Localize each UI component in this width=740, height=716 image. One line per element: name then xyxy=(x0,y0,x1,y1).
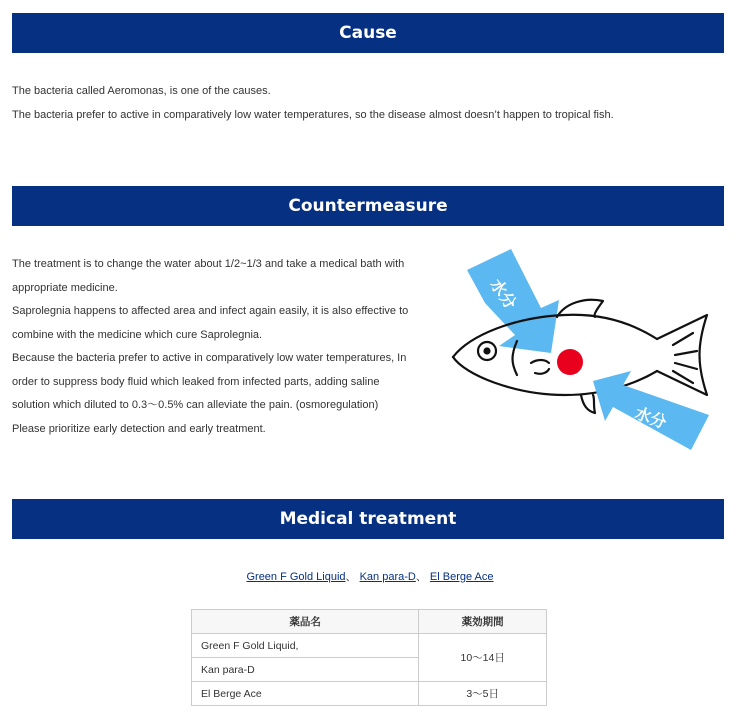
link-separator: 、 xyxy=(415,571,427,583)
medicine-name-cell: Green F Gold Liquid, xyxy=(192,634,419,658)
header-effect-period: 薬効期間 xyxy=(419,610,547,634)
link-el-berge-ace[interactable]: El Berge Ace xyxy=(429,571,494,583)
cause-heading xyxy=(12,13,724,53)
countermeasure-title: Countermeasure xyxy=(288,196,448,216)
countermeasure-text xyxy=(12,253,417,441)
water-arrow-upper xyxy=(467,249,559,353)
medicine-links xyxy=(0,568,740,584)
header-medicine-name: 薬品名 xyxy=(192,610,419,634)
arrow-label-upper: 水分 xyxy=(486,275,521,313)
cause-title: Cause xyxy=(339,23,397,43)
countermeasure-line: The treatment is to change the water about 1/2~1/3 and take a medical bath with appropriate medicine. xyxy=(12,258,405,294)
cause-line: The bacteria called Aeromonas, is one of the causes. xyxy=(12,85,271,97)
cause-text xyxy=(12,80,724,127)
countermeasure-line: Because the bacteria prefer to active in comparatively low water temperatures, In order to suppress body fluid which leaked from infected parts, adding saline solution which diluted to 0.3～0.5% can alleviate the pain. (osmoregulation) xyxy=(12,352,407,411)
fish-illustration xyxy=(445,245,715,455)
link-separator: 、 xyxy=(345,571,357,583)
table-header-row xyxy=(192,610,547,634)
cause-line: The bacteria prefer to active in comparatively low water temperatures, so the disease almost doesn’t happen to tropical fish. xyxy=(12,108,614,121)
table-row xyxy=(192,682,547,706)
medicine-table xyxy=(191,609,547,706)
countermeasure-line: Saprolegnia happens to affected area and infect again easily, it is also effective to combine with the medicine which cure Saprolegnia. xyxy=(12,305,409,341)
table-row xyxy=(192,634,547,658)
link-kan-para-d[interactable]: Kan para-D xyxy=(359,571,416,583)
infection-spot xyxy=(557,349,583,375)
effect-period-cell: 10〜14日 xyxy=(419,634,547,682)
medical-treatment-heading xyxy=(12,499,724,539)
medicine-name-cell: Kan para-D xyxy=(192,658,419,682)
medicine-name-cell: El Berge Ace xyxy=(192,682,419,706)
link-green-f-gold-liquid[interactable]: Green F Gold Liquid xyxy=(246,571,346,583)
countermeasure-line: Please prioritize early detection and early treatment. xyxy=(12,422,266,435)
effect-period-cell: 3〜5日 xyxy=(419,682,547,706)
medical-treatment-title: Medical treatment xyxy=(279,509,457,529)
arrow-label-lower: 水分 xyxy=(632,403,670,433)
countermeasure-heading xyxy=(12,186,724,226)
